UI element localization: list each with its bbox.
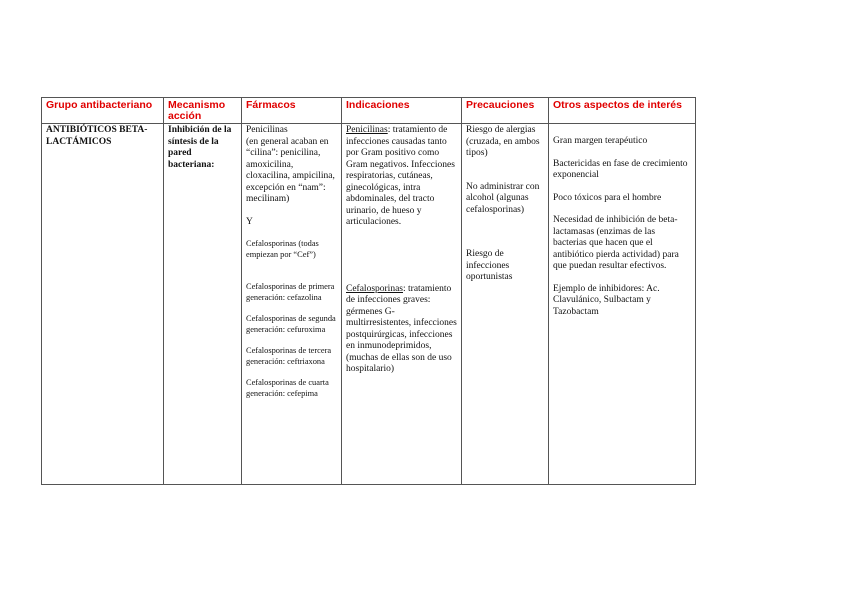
cef-segunda: Cefalosporinas de segunda generación: cefuroxima [246,314,336,334]
antibiotics-table [41,97,696,485]
penicilinas-title: Penicilinas [246,125,288,135]
header-farmacos: Fármacos [242,98,342,124]
cef-tercera: Cefalosporinas de tercera generación: ceftriaxona [246,346,332,366]
otros-4: Necesidad de inhibición de beta-lactamasas (enzimas de las bacterias que hacen que el antibiótico pierda actividad) para que puedan resultar efectivos. [553,215,679,271]
precaucion-3: Riesgo de infecciones oportunistas [466,249,513,282]
header-precauciones: Precauciones [462,98,549,124]
indicaciones-penicilinas-label: Penicilinas [346,125,388,135]
header-grupo: Grupo antibacteriano [42,98,164,124]
otros-5: Ejemplo de inhibidores: Ac. Clavulánico, Sulbactam y Tazobactam [553,283,660,317]
header-indicaciones: Indicaciones [342,98,462,124]
otros-2: Bactericidas en fase de crecimiento exponencial [553,158,688,180]
mecanismo-text: Inhibición de la síntesis de la pared bacteriana: [168,125,232,170]
precaucion-2: No administrar con alcohol (algunas cefalosporinas) [466,181,540,215]
header-mecanismo: Mecanismo acción [164,98,242,124]
precaucion-1: Riesgo de alergias (cruzada, en ambos tipos) [466,125,540,158]
cef-cuarta: Cefalosporinas de cuarta generación: cefepima [246,378,329,398]
header-row [42,98,696,124]
indicaciones-cefalosporinas-text: : tratamiento de infecciones graves: gérmenes G- multirresistentes, infecciones postquirúrgicas, infecciones en inmunodeprimidos, (muchas de ellas son de uso hospitalario) [346,283,457,374]
otros-1: Gran margen terapéutico [553,136,648,146]
cell-otros [549,124,696,485]
indicaciones-cefalosporinas-label: Cefalosporinas [346,283,403,294]
header-otros: Otros aspectos de interés [549,98,696,124]
cef-primera: Cefalosporinas de primera generación: cefazolina [246,282,335,302]
y-text: Y [246,216,253,227]
cell-grupo [42,124,164,485]
cell-indicaciones [342,124,462,485]
otros-3: Poco tóxicos para el hombre [553,192,662,203]
grupo-text: ANTIBIÓTICOS BETA-LACTÁMICOS [46,125,148,147]
indicaciones-cefalosporinas [346,284,457,376]
cell-precauciones [462,124,549,485]
cefalosporinas-intro: Cefalosporinas (todas empiezan por “Cef”) [246,239,319,259]
cell-mecanismo [164,124,242,485]
penicilinas-desc: (en general acaban en “cilina”: penicilina, amoxicilina, cloxacilina, ampicilina, excepción en “nam”: mecilinam) [246,136,335,204]
cell-farmacos [242,124,342,485]
table-row [42,124,696,485]
indicaciones-penicilinas-text: : tratamiento de infecciones causadas tanto por Gram positivo como Gram negativos. Infecciones respiratorias, cutáneas, ginecológicas, intra abdominales, del tracto urinario, de hueso y articulaciones. [346,125,455,227]
indicaciones-penicilinas [346,125,457,229]
